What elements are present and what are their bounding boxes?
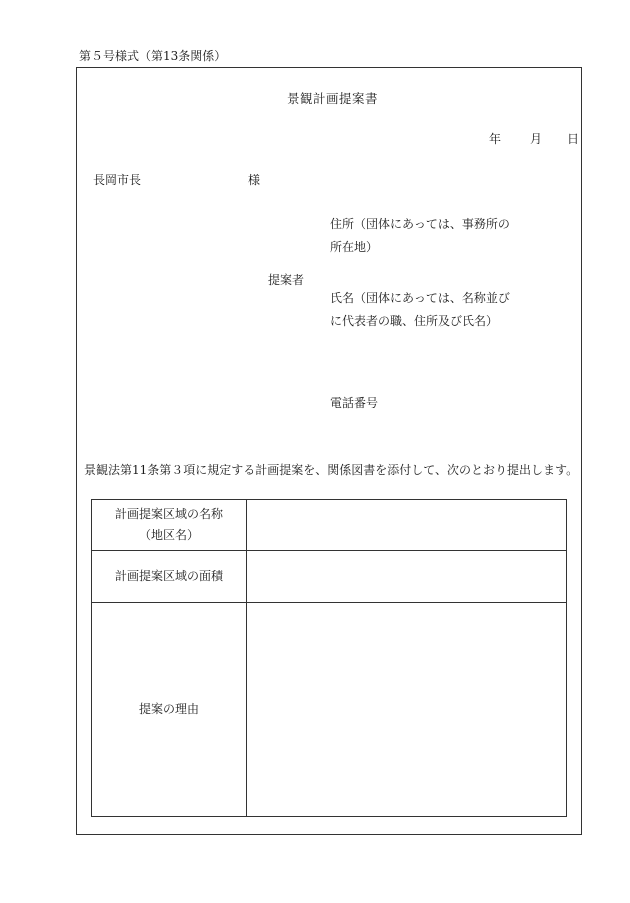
area-name-sublabel: （地区名） xyxy=(138,528,199,542)
area-name-label: 計画提案区域の名称 xyxy=(114,507,223,521)
addressee: 長岡市長 xyxy=(93,173,142,187)
proposer-address-label: 住所（団体にあっては、事務所の所在地） xyxy=(330,217,510,254)
area-name-value-cell[interactable] xyxy=(247,500,567,551)
proposer-name-label: 氏名（団体にあっては、名称並びに代表者の職、住所及び氏名） xyxy=(330,291,510,328)
proposer-phone-label: 電話番号 xyxy=(330,396,379,410)
date-day-label: 日 xyxy=(567,132,580,146)
area-name-label-cell xyxy=(92,500,247,551)
table-row xyxy=(92,603,567,817)
date-year-label: 年 xyxy=(489,132,502,146)
table-row xyxy=(92,551,567,603)
area-size-label: 計画提案区域の面積 xyxy=(114,569,223,583)
reason-label-cell xyxy=(92,603,247,817)
table-row xyxy=(92,500,567,551)
reason-label: 提案の理由 xyxy=(138,702,199,716)
proposal-detail-table xyxy=(91,499,567,817)
document-title: 景観計画提案書 xyxy=(287,91,379,106)
reason-value-cell[interactable] xyxy=(247,603,567,817)
area-size-value-cell[interactable] xyxy=(247,551,567,603)
addressee-honorific: 様 xyxy=(248,173,261,187)
proposer-label: 提案者 xyxy=(268,273,305,287)
date-month-label: 月 xyxy=(530,132,543,146)
body-paragraph: 景観法第11条第３項に規定する計画提案を、関係図書を添付して、次のとおり提出します。 xyxy=(84,463,579,477)
form-number-label: 第５号様式（第13条関係） xyxy=(79,49,227,63)
area-size-label-cell xyxy=(92,551,247,603)
